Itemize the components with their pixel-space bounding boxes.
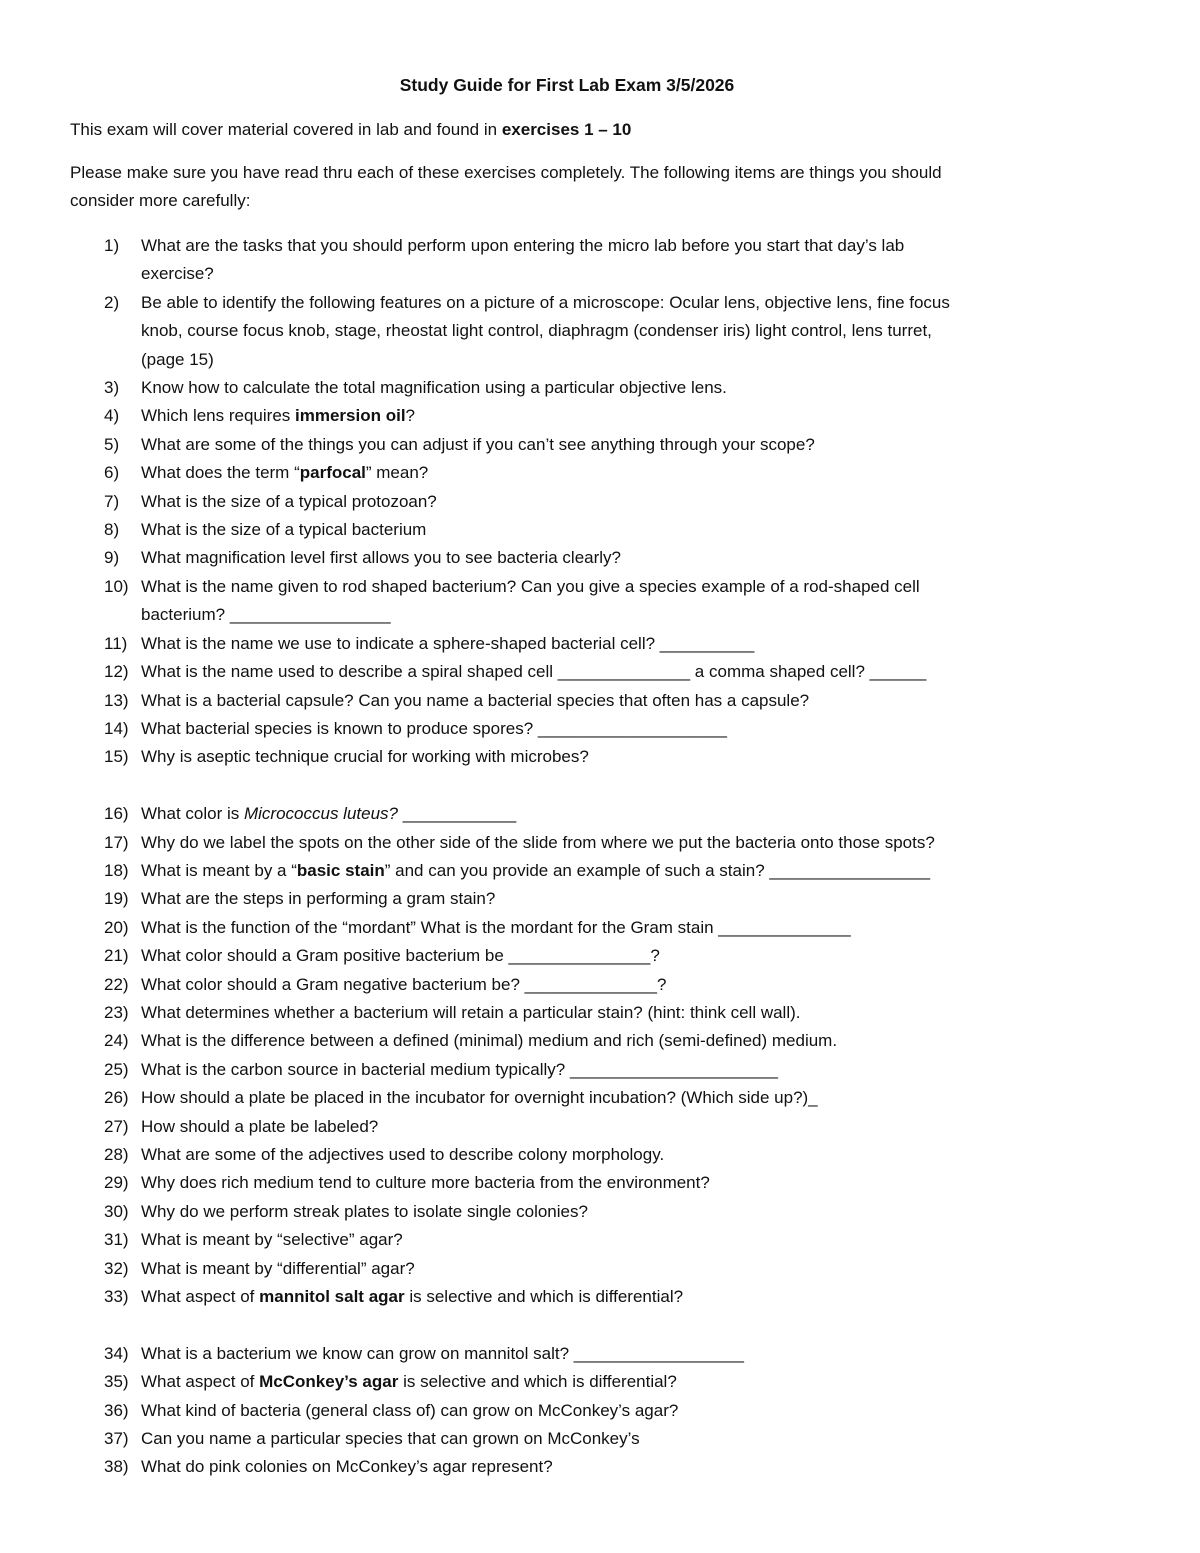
- question-item: [70, 1169, 1130, 1197]
- question-item: [70, 914, 1130, 942]
- intro-text: This exam will cover material covered in lab and found in: [70, 120, 502, 139]
- question-text: Be able to identify the following features on a picture of a microscope: Ocular lens, objective lens, fine focus: [141, 292, 950, 312]
- question-number: 11): [104, 633, 128, 653]
- question-text: What do pink colonies on McConkey’s agar represent?: [141, 1457, 553, 1477]
- question-item: [70, 232, 1130, 289]
- question-item: [70, 488, 1130, 516]
- question-item: [70, 942, 1130, 970]
- question-number: 13): [104, 690, 129, 710]
- question-item: [70, 1141, 1130, 1169]
- question-item: [70, 715, 1130, 743]
- question-number: 10): [104, 576, 129, 596]
- question-text: What is a bacterium we know can grow on mannitol salt? __________________: [141, 1343, 744, 1363]
- question-number: 25): [104, 1059, 129, 1079]
- question-number: 20): [104, 917, 129, 937]
- question-number: 29): [104, 1173, 129, 1193]
- question-text: What is the difference between a defined (minimal) medium and rich (semi-defined) medium.: [141, 1031, 838, 1051]
- question-item: [70, 1340, 1130, 1368]
- question-text: What are some of the adjectives used to describe colony morphology.: [141, 1144, 665, 1164]
- question-text: Why do we perform streak plates to isolate single colonies?: [141, 1201, 588, 1221]
- question-number: 30): [104, 1201, 129, 1221]
- question-text: ____________: [398, 804, 517, 824]
- question-text: Why does rich medium tend to culture more bacteria from the environment?: [141, 1173, 710, 1193]
- question-text: Why do we label the spots on the other side of the slide from where we put the bacteria onto those spots?: [141, 832, 935, 852]
- question-number: 8): [104, 520, 120, 540]
- question-text: Why is aseptic technique crucial for working with microbes?: [141, 747, 589, 767]
- intro-line: consider more carefully:: [70, 191, 251, 211]
- intro-paragraph-1: [70, 116, 1130, 144]
- question-item: [70, 1453, 1130, 1481]
- question-text: What is the carbon source in bacterial medium typically? ______________________: [141, 1059, 778, 1079]
- question-text: What is the function of the “mordant” What is the mordant for the Gram stain ______________: [141, 917, 851, 937]
- question-number: 12): [104, 662, 129, 682]
- question-item: [70, 374, 1130, 402]
- question-item: [70, 630, 1130, 658]
- question-number: 3): [104, 378, 120, 398]
- question-text: What is meant by a “: [141, 860, 297, 880]
- question-number: 28): [104, 1144, 129, 1164]
- question-number: 37): [104, 1429, 129, 1449]
- question-number: 19): [104, 889, 129, 909]
- question-item: [70, 971, 1130, 999]
- question-number: 38): [104, 1457, 129, 1477]
- question-text: ” and can you provide an example of such a stain? _________________: [384, 860, 931, 880]
- question-number: 14): [104, 718, 129, 738]
- question-item: [70, 459, 1130, 487]
- question-text: What bacterial species is known to produce spores? ____________________: [141, 718, 727, 738]
- question-text: What color is: [141, 804, 244, 824]
- question-number: 31): [104, 1230, 129, 1250]
- question-number: 1): [104, 236, 120, 255]
- question-text: exercise?: [141, 264, 214, 284]
- section-gap: [70, 772, 1130, 800]
- intro-line: Please make sure you have read thru each of these exercises completely. The following items are things you should: [70, 163, 942, 182]
- question-number: 18): [104, 860, 129, 880]
- question-number: 17): [104, 832, 129, 852]
- question-item: [70, 1397, 1130, 1425]
- question-text: ?: [405, 406, 416, 426]
- question-item: [70, 999, 1130, 1027]
- question-text: What is the size of a typical protozoan?: [141, 491, 437, 511]
- question-item: [70, 289, 1130, 374]
- intro-paragraph-2: [70, 159, 1130, 216]
- question-number: 22): [104, 974, 129, 994]
- question-item: [70, 402, 1130, 430]
- question-item: [70, 544, 1130, 572]
- question-text: (page 15): [141, 349, 214, 369]
- question-item: [70, 743, 1130, 771]
- question-number: 4): [104, 406, 120, 426]
- question-item: [70, 431, 1130, 459]
- question-number: 15): [104, 747, 129, 767]
- question-text: What are the tasks that you should perform upon entering the micro lab before you start that day’s lab: [141, 236, 905, 255]
- question-text: How should a plate be placed in the incubator for overnight incubation? (Which side up?)_: [141, 1088, 818, 1108]
- question-number: 32): [104, 1258, 129, 1278]
- question-number: 36): [104, 1400, 129, 1420]
- question-item: [70, 857, 1130, 885]
- question-item: [70, 1283, 1130, 1311]
- question-number: 27): [104, 1116, 129, 1136]
- question-text: What is the size of a typical bacterium: [141, 520, 427, 540]
- question-keyword: parfocal: [299, 463, 366, 483]
- question-text: Can you name a particular species that can grown on McConkey’s: [141, 1429, 640, 1449]
- question-item: [70, 1255, 1130, 1283]
- question-number: 16): [104, 804, 129, 824]
- question-text: What is the name given to rod shaped bacterium? Can you give a species example of a rod-shaped cell: [141, 576, 920, 596]
- question-item: [70, 573, 1130, 630]
- question-item: [70, 687, 1130, 715]
- question-item: [70, 885, 1130, 913]
- question-number: 34): [104, 1343, 129, 1363]
- question-text: knob, course focus knob, stage, rheostat light control, diaphragm (condenser iris) light control, lens turret,: [141, 321, 932, 341]
- question-text: Know how to calculate the total magnification using a particular objective lens.: [141, 378, 727, 398]
- section-gap: [70, 1311, 1130, 1339]
- question-text: What color should a Gram negative bacterium be? ______________?: [141, 974, 667, 994]
- question-number: 21): [104, 946, 129, 966]
- question-keyword: McConkey’s agar: [259, 1372, 399, 1392]
- question-number: 7): [104, 491, 120, 511]
- question-item: [70, 1198, 1130, 1226]
- question-item: [70, 800, 1130, 828]
- question-item: [70, 1056, 1130, 1084]
- question-list: [70, 232, 1130, 1482]
- question-number: 24): [104, 1031, 129, 1051]
- question-number: 6): [104, 463, 120, 483]
- question-text: What color should a Gram positive bacterium be _______________?: [141, 946, 660, 966]
- question-text: is selective and which is differential?: [398, 1372, 677, 1392]
- question-text: How should a plate be labeled?: [141, 1116, 379, 1136]
- question-text: What is the name used to describe a spiral shaped cell ______________ a comma shaped cell? ______: [141, 662, 927, 682]
- question-number: 35): [104, 1372, 129, 1392]
- question-item: [70, 1368, 1130, 1396]
- question-item: [70, 1226, 1130, 1254]
- question-text: What are some of the things you can adjust if you can’t see anything through your scope?: [141, 434, 815, 454]
- question-text: What is meant by “selective” agar?: [141, 1230, 403, 1250]
- intro-exercises-range: exercises 1 – 10: [501, 120, 632, 139]
- question-text: What is a bacterial capsule? Can you name a bacterial species that often has a capsule?: [141, 690, 810, 710]
- question-item: [70, 516, 1130, 544]
- question-item: [70, 1425, 1130, 1453]
- question-text: What magnification level first allows you to see bacteria clearly?: [141, 548, 621, 568]
- question-text: ” mean?: [365, 463, 429, 483]
- question-keyword: mannitol salt agar: [259, 1287, 405, 1307]
- question-text: What is meant by “differential” agar?: [141, 1258, 415, 1278]
- question-text: What aspect of: [141, 1287, 260, 1307]
- question-number: 9): [104, 548, 120, 568]
- question-item: [70, 1113, 1130, 1141]
- question-item: [70, 1027, 1130, 1055]
- question-item: [70, 1084, 1130, 1112]
- question-text: is selective and which is differential?: [404, 1287, 684, 1307]
- question-item: [70, 829, 1130, 857]
- question-number: 23): [104, 1002, 129, 1022]
- question-item: [70, 658, 1130, 686]
- question-text: What determines whether a bacterium will retain a particular stain? (hint: think cell wall).: [141, 1002, 801, 1022]
- question-text: What are the steps in performing a gram stain?: [141, 889, 496, 909]
- question-text: What aspect of: [141, 1372, 260, 1392]
- question-text: bacterium? _________________: [141, 605, 391, 625]
- question-keyword: immersion oil: [295, 406, 406, 426]
- question-text: What is the name we use to indicate a sphere-shaped bacterial cell? __________: [141, 633, 755, 653]
- question-number: 33): [104, 1287, 129, 1307]
- question-keyword: basic stain: [296, 860, 385, 880]
- question-number: 26): [104, 1088, 129, 1108]
- question-text: What kind of bacteria (general class of) can grow on McConkey’s agar?: [141, 1400, 679, 1420]
- question-text: What does the term “: [141, 463, 300, 483]
- document-title: Study Guide for First Lab Exam 3/5/2026: [399, 75, 735, 95]
- question-number: 2): [104, 292, 120, 312]
- question-number: 5): [104, 434, 120, 454]
- species-name: Micrococcus luteus?: [243, 804, 398, 824]
- question-text: Which lens requires: [141, 406, 296, 426]
